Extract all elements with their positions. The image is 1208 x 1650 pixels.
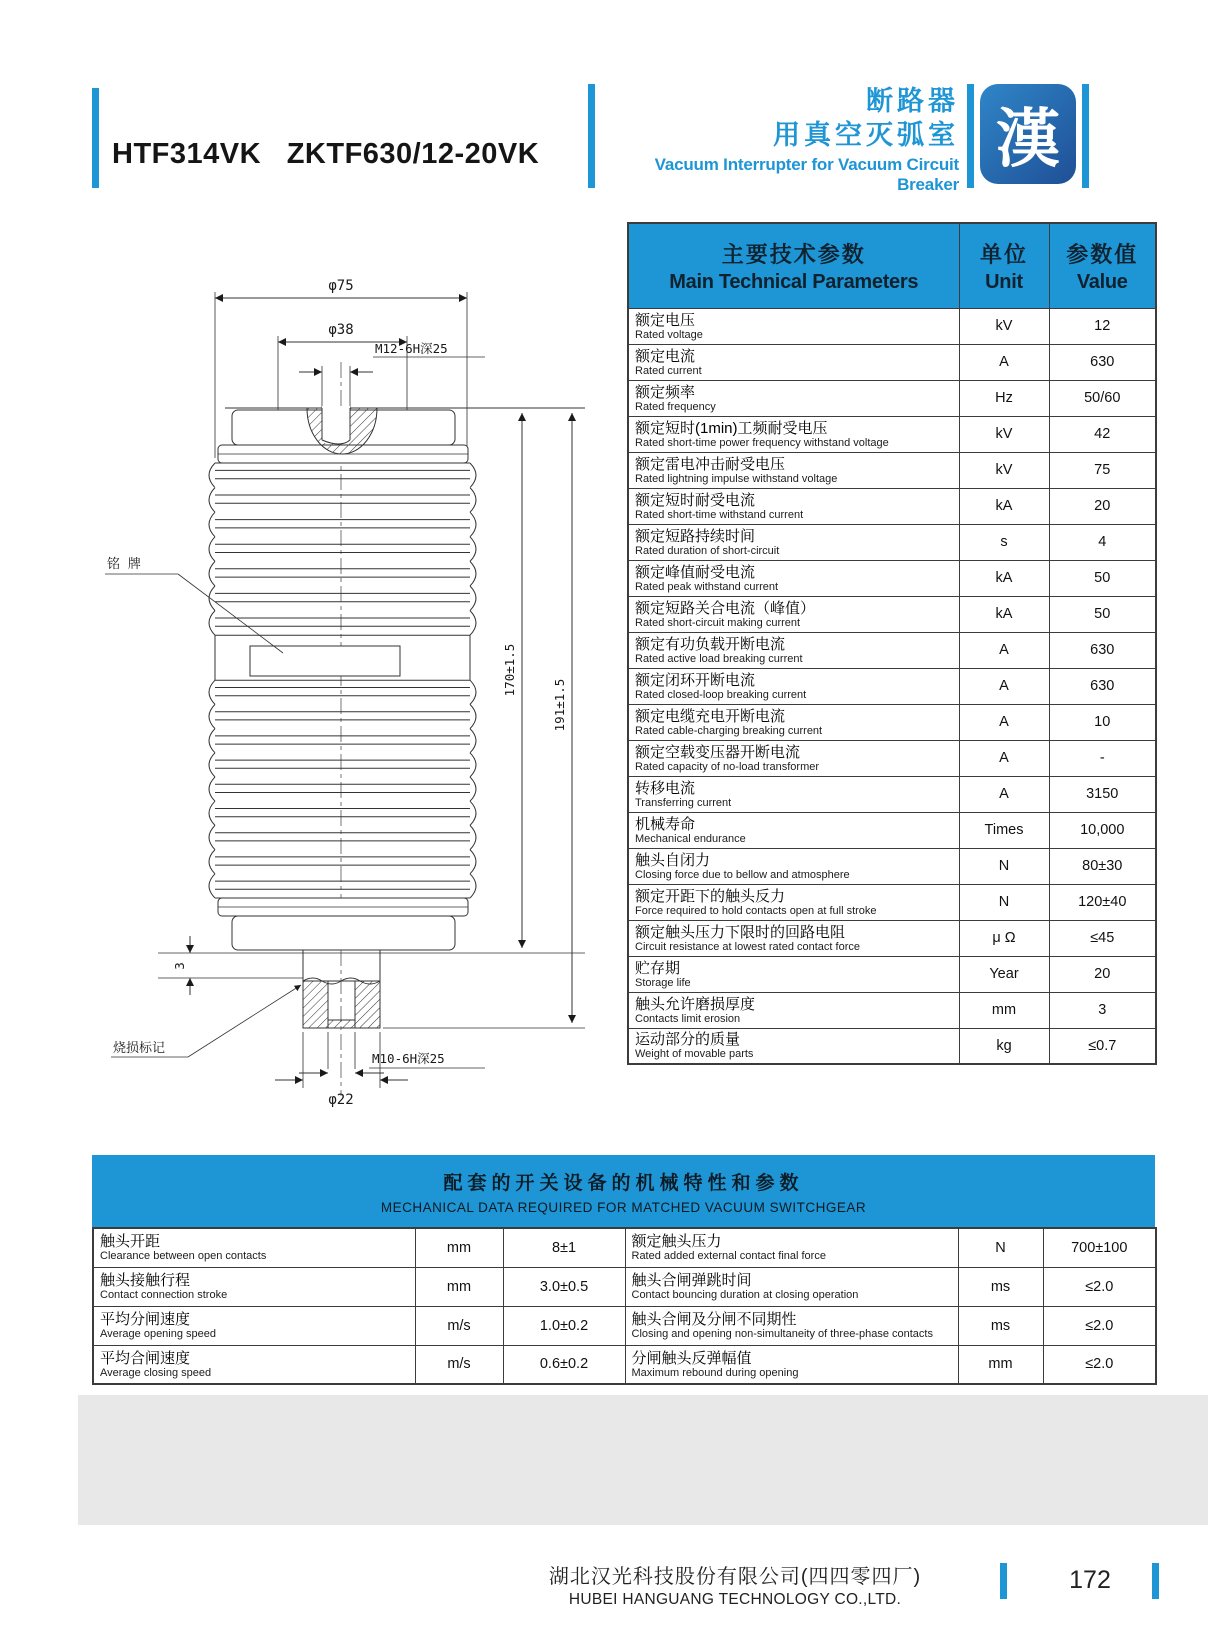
mech-data-banner [92,1155,1155,1227]
spec-value: 10,000 [1049,812,1156,848]
footer-accent-bar-right [1152,1563,1159,1599]
spec-param [628,740,959,776]
spec-unit: N [959,848,1049,884]
spec-header-unit [959,223,1049,308]
spec-param-en: Transferring current [635,796,732,809]
spec-param-cn: 额定电压 [635,311,696,329]
product-name-en: Vacuum Interrupter for Vacuum Circuit Breaker [654,155,959,194]
spec-unit: kA [959,596,1049,632]
spec-row [628,380,1156,416]
mech-right-unit: ms [958,1306,1043,1345]
spec-param [628,380,959,416]
spec-unit: kA [959,488,1049,524]
spec-param-cn: 额定短时耐受电流 [635,491,756,509]
spec-param [628,992,959,1028]
main-spec-table [627,222,1157,1065]
spec-param-en: Rated lightning impulse withstand voltage [635,472,838,485]
mech-right-value: ≤2.0 [1043,1267,1156,1306]
spec-header-unit-cn: 单位 [979,241,1028,267]
spec-param-en: Rated active load breaking current [635,652,803,665]
mech-right-param [625,1228,958,1267]
spec-param-en: Rated frequency [635,400,716,413]
spec-row [628,848,1156,884]
empty-gray-panel [78,1395,1208,1525]
spec-row [628,524,1156,560]
dim-erosion-label: 3 [172,962,187,970]
spec-param-cn: 额定电缆充电开断电流 [635,707,786,725]
mech-left-value: 0.6±0.2 [503,1345,625,1384]
spec-header-param-en: Main Technical Parameters [669,270,919,293]
mech-left-param [93,1345,415,1384]
spec-value: 20 [1049,956,1156,992]
logo-bar-left [967,84,974,188]
spec-param [628,632,959,668]
spec-param-cn: 额定电流 [635,347,696,365]
spec-value: 50/60 [1049,380,1156,416]
mech-right-value: 700±100 [1043,1228,1156,1267]
mech-row [93,1306,1156,1345]
spec-param-en: Rated current [635,364,702,377]
mech-left-unit: m/s [415,1345,503,1384]
mech-left-param-cn: 平均分闸速度 [100,1311,191,1328]
dim-m10-label: M10-6H深25 [372,1051,445,1066]
mech-banner-title-en: MECHANICAL DATA REQUIRED FOR MATCHED VACUUM SWITCHGEAR [380,1199,867,1215]
mech-left-value: 8±1 [503,1228,625,1267]
spec-param-cn: 额定开距下的触头反力 [635,887,786,905]
spec-row [628,632,1156,668]
spec-row [628,920,1156,956]
spec-param-cn: 贮存期 [635,959,681,977]
spec-param-en: Rated peak withstand current [635,580,779,593]
spec-unit: kA [959,560,1049,596]
spec-row [628,884,1156,920]
mech-right-unit: ms [958,1267,1043,1306]
spec-value: 42 [1049,416,1156,452]
spec-param [628,704,959,740]
spec-unit: kg [959,1028,1049,1064]
spec-value: 4 [1049,524,1156,560]
spec-param-cn: 机械寿命 [635,815,696,833]
mech-right-param-en: Maximum rebound during opening [631,1366,799,1379]
spec-value: 3150 [1049,776,1156,812]
spec-param-cn: 额定短时(1min)工频耐受电压 [635,419,828,437]
spec-param [628,848,959,884]
mech-left-param [93,1228,415,1267]
logo-bar-right [1082,84,1089,188]
dim-170-label: 170±1.5 [502,643,517,697]
page-title: HTF314VK ZKTF630/12-20VK [112,138,540,170]
mech-right-unit: mm [958,1345,1043,1384]
dim-m12-label: M12-6H深25 [375,341,448,356]
spec-value: 630 [1049,668,1156,704]
spec-unit: A [959,344,1049,380]
mech-left-param-cn: 触头接触行程 [100,1272,191,1289]
spec-row [628,668,1156,704]
spec-value: 20 [1049,488,1156,524]
footer-company-cn: 湖北汉光科技股份有限公司(四四零四厂) [548,1566,922,1588]
spec-row [628,704,1156,740]
spec-param-en: Rated voltage [635,328,703,341]
logo-glyph: 漢 [996,103,1060,175]
header-accent-bar-mid [588,84,595,188]
mech-row [93,1345,1156,1384]
mech-left-param-en: Average opening speed [100,1328,217,1340]
spec-unit: A [959,740,1049,776]
spec-param-cn: 额定有功负载开断电流 [635,635,786,653]
spec-param [628,488,959,524]
bottom-thread-hole [328,981,355,1020]
header-product-block [588,84,1108,194]
mech-right-unit: N [958,1228,1043,1267]
spec-header-value-en: Value [1076,270,1128,293]
spec-row [628,956,1156,992]
spec-param-cn: 额定短路关合电流（峰值） [635,599,816,617]
footer-company-en: HUBEI HANGUANG TECHNOLOGY CO.,LTD. [568,1591,902,1608]
spec-param-cn: 额定触头压力下限时的回路电阻 [635,923,846,941]
mech-left-param-cn: 平均合闸速度 [100,1349,191,1367]
spec-unit: μ Ω [959,920,1049,956]
bottom-cap [232,916,455,950]
spec-param-en: Rated short-time power frequency withstand voltage [635,436,889,449]
spec-value: 630 [1049,632,1156,668]
mech-right-param-en: Contact bouncing duration at closing operation [631,1289,859,1301]
spec-row [628,596,1156,632]
spec-param [628,596,959,632]
spec-row [628,308,1156,344]
spec-param-cn: 额定峰值耐受电流 [635,563,756,581]
mech-right-value: ≤2.0 [1043,1345,1156,1384]
spec-param-cn: 额定空载变压器开断电流 [635,743,801,761]
spec-param-cn: 额定短路持续时间 [635,527,756,545]
product-name-block [595,84,967,194]
spec-param [628,308,959,344]
spec-value: 630 [1049,344,1156,380]
spec-unit: Year [959,956,1049,992]
spec-param [628,956,959,992]
spec-value: 50 [1049,560,1156,596]
mech-left-param-en: Clearance between open contacts [100,1250,267,1263]
spec-value: - [1049,740,1156,776]
nameplate-label: 铭 牌 [107,557,141,572]
spec-value: ≤0.7 [1049,1028,1156,1064]
spec-param-cn: 转移电流 [635,779,696,797]
footer-accent-bar-left [1000,1563,1007,1599]
mech-left-param [93,1306,415,1345]
mech-right-param-en: Rated added external contact final force [631,1250,826,1263]
product-name-cn-line1: 断路器 [866,86,959,116]
mech-right-param [625,1306,958,1345]
spec-unit: A [959,704,1049,740]
spec-param [628,524,959,560]
spec-param-cn: 额定频率 [635,383,696,401]
spec-row [628,992,1156,1028]
header-accent-bar-left [92,88,99,188]
spec-param [628,920,959,956]
spec-unit: A [959,776,1049,812]
spec-param-en: Rated closed-loop breaking current [635,688,807,701]
mech-right-param-cn: 触头合闸弹跳时间 [631,1272,752,1289]
spec-row [628,1028,1156,1064]
technical-drawing [85,250,605,1120]
dim-phi75-label: φ75 [328,278,354,294]
spec-row [628,812,1156,848]
spec-param-cn: 运动部分的质量 [635,1031,741,1049]
spec-value: ≤45 [1049,920,1156,956]
spec-row [628,452,1156,488]
dim-phi38-label: φ38 [328,322,354,338]
spec-value: 50 [1049,596,1156,632]
product-name-cn-line2: 用真空灭弧室 [773,120,959,150]
mech-row [93,1267,1156,1306]
mech-row [93,1228,1156,1267]
spec-row [628,560,1156,596]
spec-param-en: Weight of movable parts [635,1048,754,1061]
spec-param-en: Contacts limit erosion [635,1012,741,1025]
mech-right-param [625,1345,958,1384]
spec-param-en: Rated cable-charging breaking current [635,724,823,737]
spec-unit: mm [959,992,1049,1028]
spec-param-en: Rated short-circuit making current [635,616,801,629]
spec-unit: N [959,884,1049,920]
mech-table-wrap [92,1227,1157,1385]
burn-mark-label: 烧损标记 [113,1041,166,1056]
nameplate-rect [250,646,400,676]
mech-right-param-cn: 额定触头压力 [631,1233,722,1251]
spec-header-param-cn: 主要技术参数 [721,241,866,267]
spec-value: 75 [1049,452,1156,488]
spec-row [628,416,1156,452]
mech-right-param-cn: 触头合闸及分闸不同期性 [631,1311,797,1328]
spec-param [628,812,959,848]
spec-param-en: Circuit resistance at lowest rated contact force [635,940,860,953]
mech-left-unit: mm [415,1267,503,1306]
spec-param [628,344,959,380]
spec-header-value-cn: 参数值 [1066,241,1139,267]
spec-param [628,776,959,812]
mech-banner-title-cn: 配套的开关设备的机械特性和参数 [443,1172,804,1194]
spec-unit: kV [959,416,1049,452]
spec-param-en: Rated duration of short-circuit [635,544,780,557]
spec-param-en: Rated capacity of no-load transformer [635,760,820,773]
mech-left-unit: mm [415,1228,503,1267]
mech-left-value: 3.0±0.5 [503,1267,625,1306]
spec-unit: Hz [959,380,1049,416]
spec-param-en: Rated short-time withstand current [635,508,804,521]
dim-phi22-label: φ22 [328,1092,354,1108]
spec-value: 3 [1049,992,1156,1028]
spec-unit: s [959,524,1049,560]
spec-value: 80±30 [1049,848,1156,884]
spec-param [628,560,959,596]
spec-row [628,740,1156,776]
spec-unit: Times [959,812,1049,848]
spec-row [628,488,1156,524]
spec-param-en: Mechanical endurance [635,832,746,845]
spec-value: 120±40 [1049,884,1156,920]
spec-value: 10 [1049,704,1156,740]
page-number: 172 [1069,1566,1111,1594]
spec-param [628,452,959,488]
spec-param-cn: 触头自闭力 [635,851,711,869]
spec-unit: A [959,632,1049,668]
spec-param [628,1028,959,1064]
spec-value: 12 [1049,308,1156,344]
main-spec-table-wrap [627,222,1157,1065]
spec-param [628,668,959,704]
dim-191-label: 191±1.5 [552,678,567,732]
spec-unit: kV [959,452,1049,488]
mech-right-param [625,1267,958,1306]
mech-right-param-en: Closing and opening non-simultaneity of three-phase contacts [631,1328,933,1340]
mech-left-param-cn: 触头开距 [100,1233,161,1251]
spec-param [628,884,959,920]
mech-right-param-cn: 分闸触头反弹幅值 [631,1349,752,1367]
spec-param-cn: 额定闭环开断电流 [635,671,756,689]
spec-param-en: Force required to hold contacts open at full stroke [635,904,877,917]
mech-left-param-en: Average closing speed [100,1366,212,1379]
spec-unit: kV [959,308,1049,344]
spec-header-row [628,223,1156,308]
bellows-body [209,463,476,898]
mech-table [92,1227,1157,1385]
spec-header-unit-en: Unit [985,270,1023,293]
spec-header-value [1049,223,1156,308]
mech-right-value: ≤2.0 [1043,1306,1156,1345]
spec-param [628,416,959,452]
spec-param-cn: 额定雷电冲击耐受电压 [635,455,786,473]
spec-param-en: Storage life [635,976,691,989]
spec-row [628,344,1156,380]
company-logo [980,84,1076,184]
mech-left-param-en: Contact connection stroke [100,1289,228,1301]
spec-unit: A [959,668,1049,704]
spec-param-cn: 触头允许磨损厚度 [635,995,756,1013]
spec-param-en: Closing force due to bellow and atmosphere [635,868,850,881]
spec-row [628,776,1156,812]
mech-left-value: 1.0±0.2 [503,1306,625,1345]
mech-left-unit: m/s [415,1306,503,1345]
footer-company [495,1560,975,1609]
mech-left-param [93,1267,415,1306]
spec-header-param [628,223,959,308]
